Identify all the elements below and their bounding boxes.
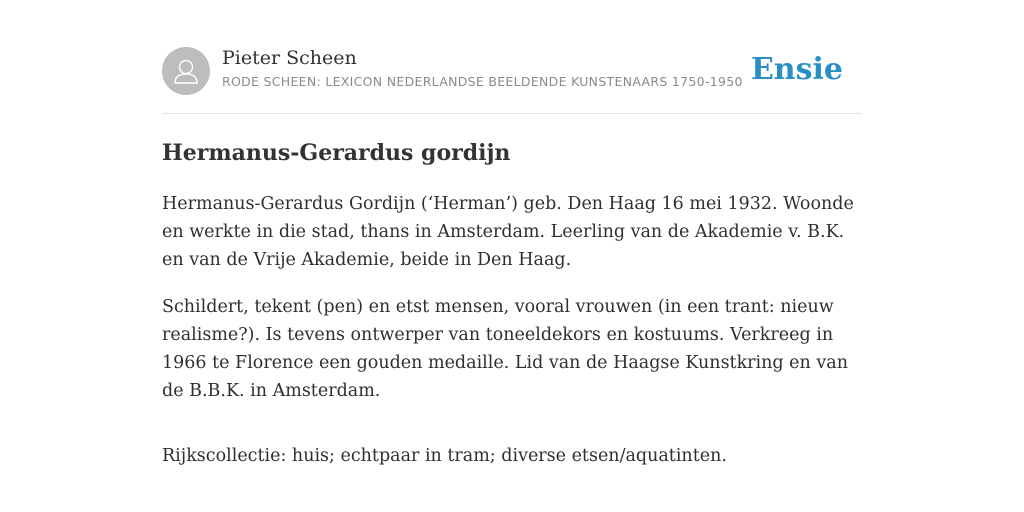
article-paragraph: Rijkscollectie: huis; echtpaar in tram; diverse etsen/aquatinten.: [162, 446, 727, 466]
header-divider: [162, 113, 862, 114]
article-body: [162, 190, 862, 489]
article-header: [162, 46, 862, 96]
article-title: Hermanus-Gerardus gordijn: [162, 140, 511, 166]
article-paragraph: Hermanus-Gerardus Gordijn (‘Herman’) geb. Den Haag 16 mei 1932. Woonde en werkte in die stad, thans in Amsterdam. Leerling van de Akademie v. B.K. en van de Vrije Akademie, beide in Den Haag.: [162, 194, 854, 270]
ensie-logo[interactable]: Ensie: [750, 52, 843, 87]
author-name[interactable]: Pieter Scheen: [222, 47, 357, 69]
user-avatar-icon[interactable]: [162, 47, 210, 95]
source-title[interactable]: RODE SCHEEN: LEXICON NEDERLANDSE BEELDENDE KUNSTENAARS 1750-1950: [222, 74, 743, 89]
article-paragraph: Schildert, tekent (pen) en etst mensen, vooral vrouwen (in een trant: nieuw realisme?). Is tevens ontwerper van toneeldekors en kostuums. Verkreeg in 1966 te Florence een gouden medaille. Lid van de Haagse Kunstkring en van de B.B.K. in Amsterdam.: [162, 297, 848, 401]
